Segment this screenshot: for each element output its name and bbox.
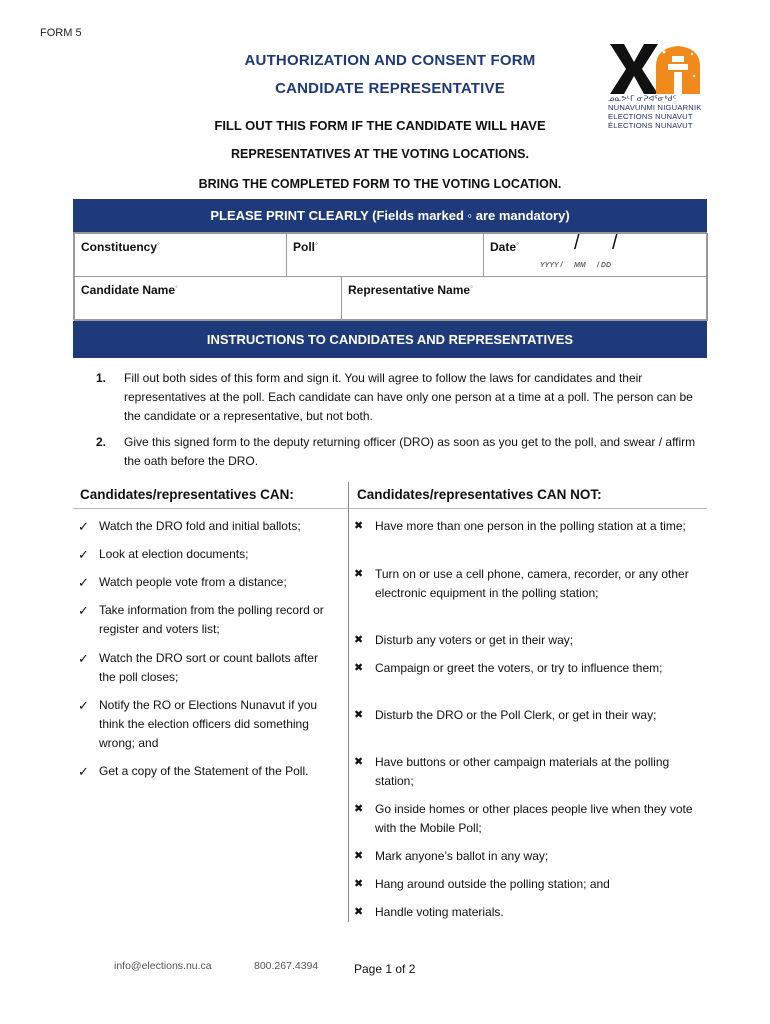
- cannot-list-item: ✖ Campaign or greet the voters, or try to influence them;: [351, 659, 701, 678]
- cannot-list-item: ✖ Disturb the DRO or the Poll Clerk, or get in their way;: [351, 706, 691, 725]
- cannot-list-item: ✖ Go inside homes or other places people live when they vote with the Mobile Poll;: [354, 802, 693, 835]
- can-list-item: ✓ Watch the DRO fold and initial ballots;: [78, 519, 301, 534]
- mandatory-marker: ◦: [470, 282, 473, 291]
- constituency-label: Constituency: [81, 240, 158, 254]
- poll-label: Poll: [293, 240, 316, 254]
- can-list-item: ✓ Look at election documents;: [78, 547, 249, 562]
- instruction-item: [96, 433, 700, 471]
- cannot-list-item: ✖ Mark anyone’s ballot in any way;: [351, 847, 701, 866]
- can-heading: Candidates/representatives CAN:: [80, 487, 294, 502]
- footer-email-link[interactable]: info@elections.nu.ca: [114, 960, 212, 972]
- can-list-item: ✓ Notify the RO or Elections Nunavut if you think the election officers did something wrong; and: [78, 698, 318, 750]
- instruction-text: Fill out both sides of this form and sign it. You will agree to follow the laws for candidates and their representatives at the poll. Each candidate can have only one person at a time at a poll. The person can be the candidate or a representative, but not both.: [124, 371, 693, 423]
- check-icon: ✓: [78, 698, 89, 713]
- footer-phone: 800.267.4394: [254, 960, 319, 972]
- can-list-item: ✓ Watch the DRO sort or count ballots after the poll closes;: [78, 651, 318, 684]
- mandatory-marker: ◦: [315, 239, 318, 248]
- instruction-number: 1.: [96, 371, 107, 385]
- column-header-rule: [73, 508, 707, 509]
- check-icon: ✓: [78, 547, 89, 562]
- can-list-item: ✓ Watch people vote from a distance;: [78, 575, 287, 590]
- check-icon: ✓: [78, 651, 89, 666]
- cannot-list-item: ✖ Have buttons or other campaign materials at the polling station;: [354, 755, 670, 788]
- cannot-list-item: ✖ Turn on or use a cell phone, camera, recorder, or any other electronic equipment in the polling station;: [354, 567, 689, 600]
- column-divider: [348, 482, 349, 922]
- instruction-number: 2.: [96, 435, 107, 449]
- instruction-heading-2: REPRESENTATIVES AT THE VOTING LOCATIONS.: [231, 147, 529, 161]
- check-icon: ✓: [78, 603, 89, 618]
- instruction-text: Give this signed form to the deputy returning officer (DRO) as soon as you get to the poll, and swear / affirm the oath before the DRO.: [124, 435, 696, 468]
- cannot-heading: Candidates/representatives CAN NOT:: [357, 487, 602, 502]
- x-icon: ✖: [354, 756, 364, 768]
- x-icon: ✖: [354, 634, 364, 646]
- check-icon: ✓: [78, 764, 89, 779]
- date-hint-mm: MM: [574, 262, 586, 269]
- date-hint-yyyy: YYYY /: [540, 262, 563, 269]
- instruction-heading-3: BRING THE COMPLETED FORM TO THE VOTING LOCATION.: [198, 177, 562, 191]
- x-icon: ✖: [354, 568, 364, 580]
- instruction-heading-1: FILL OUT THIS FORM IF THE CANDIDATE WILL HAVE: [214, 118, 546, 133]
- x-icon: ✖: [354, 906, 364, 918]
- representative-name-field[interactable]: [341, 276, 708, 321]
- date-hint-dd: / DD: [597, 262, 611, 269]
- print-clearly-banner: PLEASE PRINT CLEARLY (Fields marked ◦ are mandatory): [73, 199, 707, 232]
- constituency-field[interactable]: [74, 233, 287, 277]
- x-icon: ✖: [354, 850, 364, 862]
- form-fields-grid: [73, 232, 707, 320]
- date-field[interactable]: [483, 233, 708, 277]
- cannot-list-item: ✖ Handle voting materials.: [351, 903, 701, 922]
- date-slash-1: /: [574, 232, 580, 254]
- candidate-name-label: Candidate Name: [81, 283, 176, 297]
- check-icon: ✓: [78, 519, 89, 534]
- cannot-list-item: ✖ Disturb any voters or get in their way;: [351, 631, 701, 650]
- form-number: FORM 5: [40, 27, 82, 39]
- cannot-list-item: ✖ Hang around outside the polling station; and: [351, 875, 701, 894]
- x-icon: ✖: [354, 803, 364, 815]
- logo-syllabics: ᓄᓇᕗᒻᒥ ᓂᕈᐊᕐᓂᒃᑯᑦ: [608, 94, 677, 103]
- x-icon: ✖: [354, 662, 364, 674]
- mandatory-marker: ◦: [516, 239, 519, 248]
- page-number: Page 1 of 2: [354, 962, 416, 976]
- logo-line2: ELECTIONS NUNAVUT: [608, 112, 693, 121]
- x-icon: ✖: [354, 520, 364, 532]
- mandatory-marker: ◦: [157, 239, 160, 248]
- check-icon: ✓: [78, 575, 89, 590]
- form-subtitle: CANDIDATE REPRESENTATIVE: [275, 80, 505, 97]
- mandatory-marker: ◦: [175, 282, 178, 291]
- instructions-banner: INSTRUCTIONS TO CANDIDATES AND REPRESENTATIVES: [73, 321, 707, 358]
- form-title: AUTHORIZATION AND CONSENT FORM: [244, 52, 536, 69]
- can-list-item: ✓ Take information from the polling record or register and voters list;: [78, 603, 324, 636]
- candidate-name-field[interactable]: [74, 276, 342, 321]
- representative-name-label: Representative Name: [348, 283, 471, 297]
- logo-line1: NUNAVUNMI NIGUARNIK: [608, 103, 702, 112]
- cannot-list-item: ✖ Have more than one person in the polling station at a time;: [351, 517, 701, 536]
- x-icon: ✖: [354, 709, 364, 721]
- x-icon: ✖: [354, 878, 364, 890]
- can-list-item: ✓ Get a copy of the Statement of the Poll.: [78, 764, 309, 779]
- logo-line3: ÉLECTIONS NUNAVUT: [608, 121, 693, 130]
- instruction-item: [96, 369, 700, 426]
- date-label: Date: [490, 240, 517, 254]
- date-slash-2: /: [612, 232, 618, 254]
- poll-field[interactable]: [286, 233, 484, 277]
